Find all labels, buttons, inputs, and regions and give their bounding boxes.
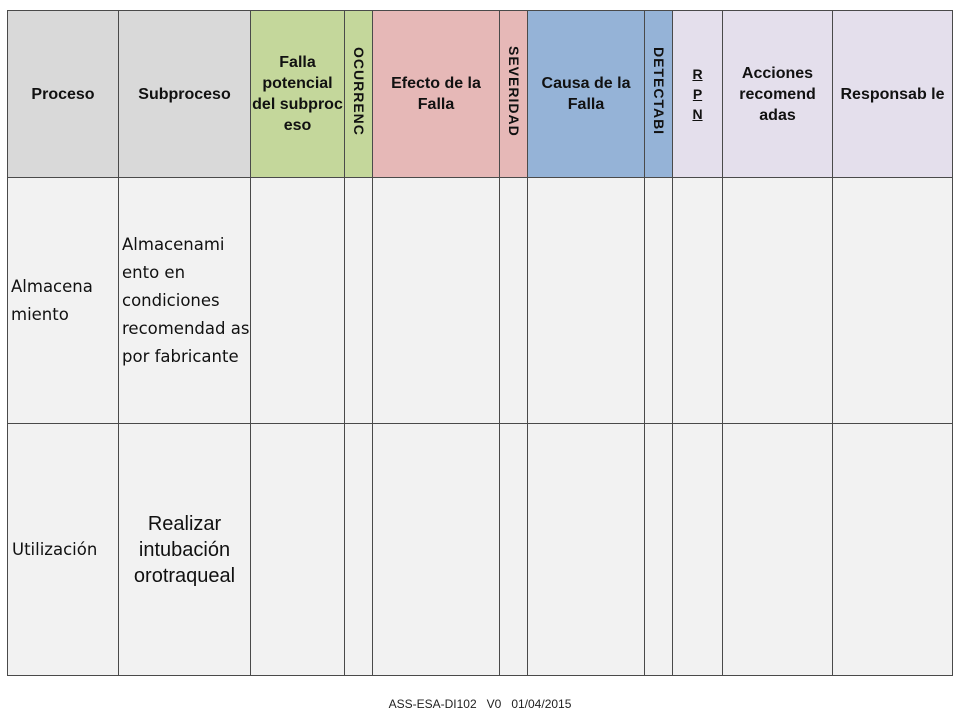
header-acciones: Acciones recomend adas [723,11,833,178]
document-code-footer: ASS-ESA-DI102 V0 01/04/2015 [388,697,572,711]
cell-causa [528,424,645,676]
table-row [8,178,953,424]
header-falla-potencial: Falla potencial del subproc eso [251,11,345,178]
cell-efecto [373,178,500,424]
cell-detectabilidad [645,424,673,676]
cell-acciones [723,178,833,424]
cell-subproceso: Realizar intubación orotraqueal [119,424,251,676]
cell-falla [251,178,345,424]
cell-falla [251,424,345,676]
cell-ocurrencia [345,424,373,676]
cell-rpn [673,178,723,424]
header-causa: Causa de la Falla [528,11,645,178]
cell-causa [528,178,645,424]
header-row [8,11,953,178]
header-subproceso: Subproceso [119,11,251,178]
cell-subproceso: Almacenami ento en condiciones recomendad as por fabricante [119,178,251,424]
cell-detectabilidad [645,178,673,424]
header-severidad [500,11,528,178]
cell-proceso: Almacena miento [8,178,119,424]
fmea-table [7,10,953,676]
header-rpn [673,11,723,178]
cell-efecto [373,424,500,676]
header-rpn-r: R [692,66,703,82]
cell-ocurrencia [345,178,373,424]
header-responsable: Responsab le [833,11,953,178]
cell-rpn [673,424,723,676]
header-proceso: Proceso [8,11,119,178]
cell-severidad [500,424,528,676]
header-rpn-n: N [692,106,703,122]
header-efecto: Efecto de la Falla [373,11,500,178]
cell-responsable [833,424,953,676]
header-detectabilidad-label: DETECTABI [651,46,667,136]
cell-proceso: Utilización [8,424,119,676]
cell-responsable [833,178,953,424]
table-row [8,424,953,676]
cell-acciones [723,424,833,676]
header-rpn-p: P [692,86,703,102]
header-detectabilidad [645,11,673,178]
header-ocurrencia-label: OCURRENC [351,46,367,136]
cell-severidad [500,178,528,424]
header-ocurrencia [345,11,373,178]
header-severidad-label: SEVERIDAD [506,45,522,137]
